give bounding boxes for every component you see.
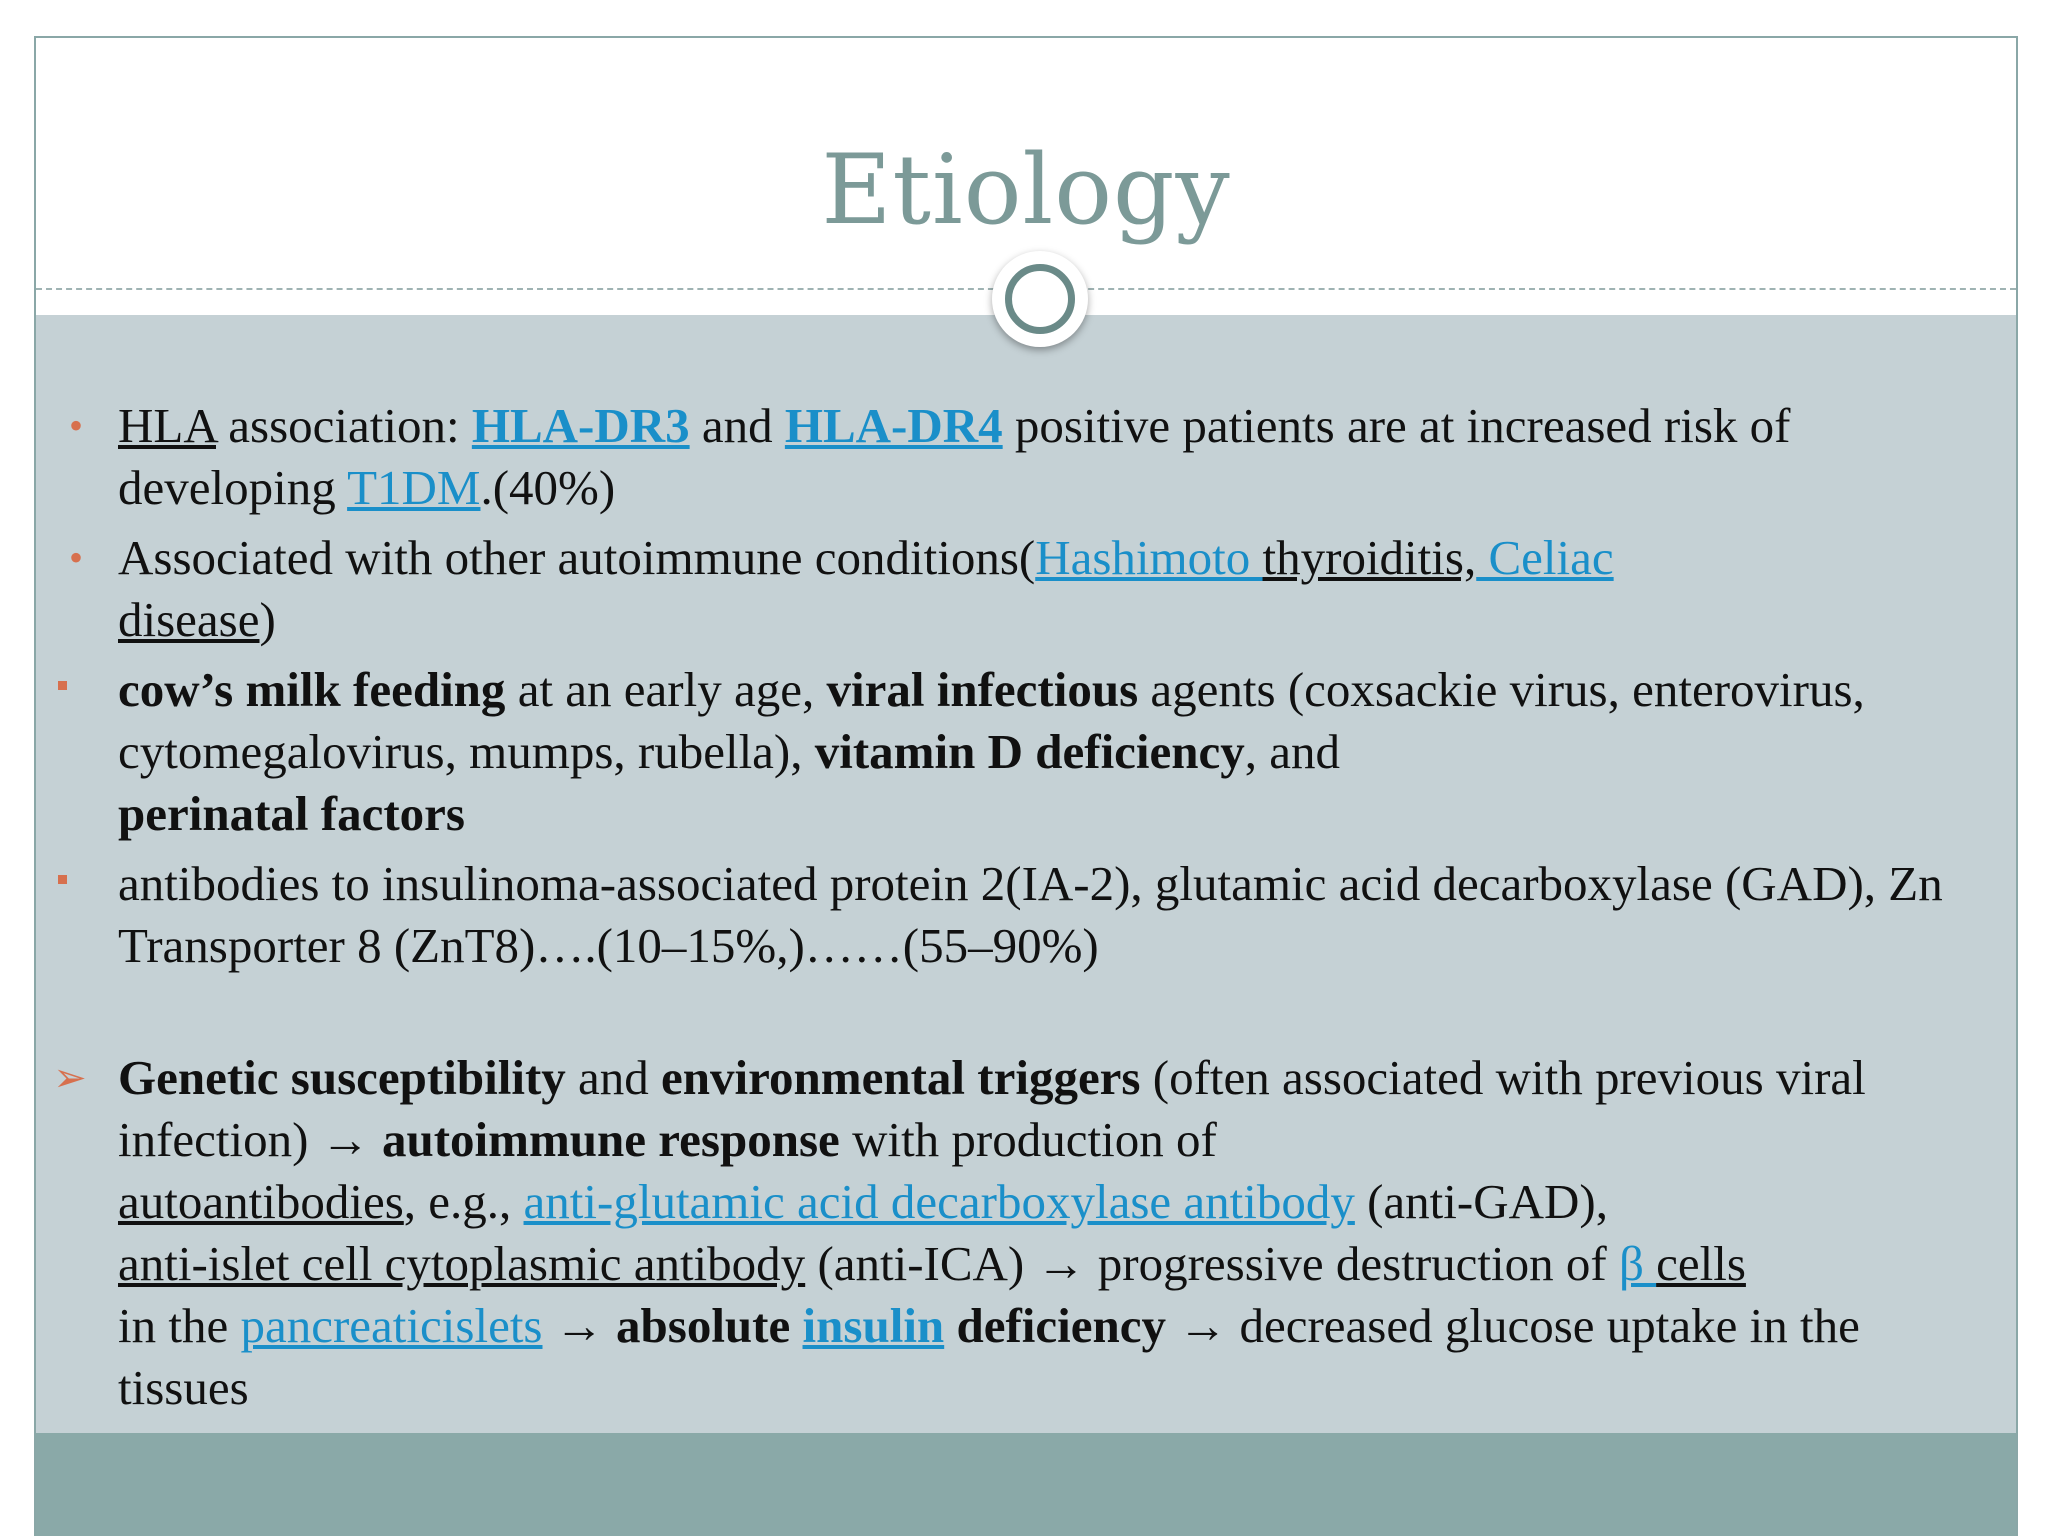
slide — [34, 36, 2018, 1536]
text: with production of — [839, 1112, 1217, 1167]
bullet-list — [36, 395, 2016, 1427]
bold-text: Genetic susceptibility — [118, 1050, 566, 1105]
anti-islet-link[interactable]: anti-islet cell cytoplasmic antibody — [118, 1236, 806, 1291]
text: ) — [259, 592, 276, 647]
bullet-antibodies — [36, 853, 2016, 977]
content-area — [36, 315, 2016, 1468]
hla-text: HLA — [118, 398, 216, 453]
bold-text: vitamin D deficiency — [814, 724, 1245, 779]
bold-text: viral infectious — [826, 662, 1139, 717]
text: at an early age, — [505, 662, 827, 717]
text: (anti-ICA) → progressive destruction of — [805, 1236, 1619, 1291]
celiac-link[interactable]: Celiac — [1476, 530, 1614, 585]
bold-text: perinatal factors — [118, 786, 465, 841]
text: → — [542, 1298, 616, 1353]
bold-text: autoimmune response — [381, 1112, 840, 1167]
arrow-bullet-icon: ➢ — [53, 1055, 87, 1100]
t1dm-link[interactable]: T1DM — [347, 460, 481, 515]
bullet-hla-association — [36, 395, 2016, 519]
bold-text: absolute — [616, 1298, 791, 1353]
thyroiditis-link[interactable]: thyroiditis, — [1262, 530, 1477, 585]
bold-text: environmental triggers — [661, 1050, 1141, 1105]
text: → decreased glucose uptake in the tissues — [118, 1298, 1860, 1415]
circle-ornament-icon — [992, 251, 1088, 347]
autoantibodies-link[interactable]: autoantibodies — [118, 1174, 404, 1229]
text: positive patients are at increased risk of developing — [118, 398, 1791, 515]
text — [790, 1298, 802, 1353]
text: (anti-GAD), — [1354, 1174, 1608, 1229]
insulin-link[interactable]: insulin — [802, 1298, 945, 1353]
text: (often associated with previous viral infection) → — [118, 1050, 1866, 1167]
slide-title: Etiology — [821, 134, 1231, 246]
bullet-pathogenesis — [36, 1047, 2016, 1419]
bold-text: deficiency — [956, 1298, 1166, 1353]
slide-footer-bar — [36, 1433, 2016, 1536]
text: and — [689, 398, 785, 453]
slide-header — [36, 38, 2016, 288]
hashimoto-link[interactable]: Hashimoto — [1035, 530, 1263, 585]
anti-gad-link[interactable]: anti-glutamic acid decarboxylase antibody — [523, 1174, 1355, 1229]
text: , and — [1244, 724, 1341, 779]
round-bullet-icon: • — [68, 535, 83, 580]
hla-dr4-link[interactable]: HLA-DR4 — [784, 398, 1003, 453]
text: .(40%) — [480, 460, 616, 515]
text: Associated with other autoimmune conditions( — [118, 530, 1036, 585]
text — [944, 1298, 956, 1353]
text: agents (coxsackie virus, enterovirus, cytomegalovirus, mumps, rubella), — [118, 662, 1865, 779]
cells-link[interactable]: cells — [1656, 1236, 1746, 1291]
pancreatic-islets-link[interactable]: pancreaticislets — [240, 1298, 543, 1353]
text: antibodies to insulinoma-associated protein 2(IA-2), glutamic acid decarboxylase (GAD), Zn Transporter 8 (ZnT8)….(10–15%,)……(55–90%) — [118, 856, 1943, 973]
square-bullet-icon — [58, 681, 67, 690]
text: , e.g., — [403, 1174, 524, 1229]
square-bullet-icon — [58, 875, 67, 884]
text: in the — [118, 1298, 241, 1353]
beta-link[interactable]: β — [1618, 1236, 1657, 1291]
text: association: — [216, 398, 472, 453]
bullet-environmental-factors — [36, 659, 2016, 845]
hla-dr3-link[interactable]: HLA-DR3 — [471, 398, 690, 453]
disease-link[interactable]: disease — [118, 592, 260, 647]
bold-text: cow’s milk feeding — [118, 662, 506, 717]
text: and — [565, 1050, 662, 1105]
round-bullet-icon: • — [68, 403, 83, 448]
bullet-autoimmune-conditions — [36, 527, 2016, 651]
